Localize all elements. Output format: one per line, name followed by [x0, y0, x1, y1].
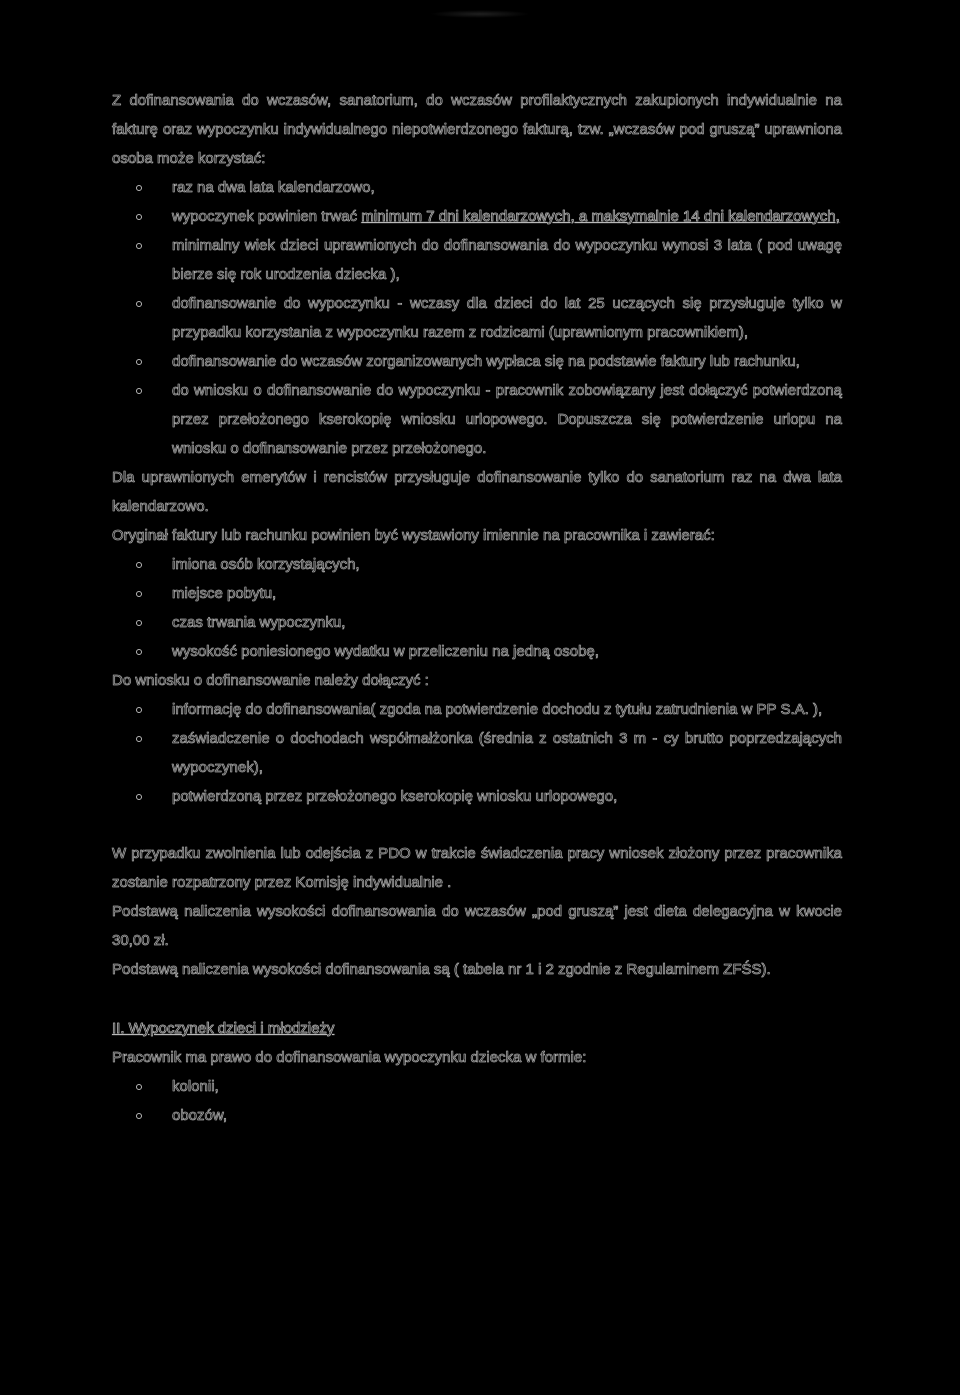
- list-item: [112, 579, 842, 608]
- bullet-icon: [136, 591, 142, 597]
- section-heading: [112, 1014, 842, 1043]
- list-item-text: miejsce pobytu,: [172, 585, 277, 602]
- bullet-icon: [136, 1084, 142, 1090]
- basis-tables-paragraph: Podstawą naliczenia wysokości dofinansowania są ( tabela nr 1 i 2 zgodnie z Regulaminem ZFŚS).: [112, 961, 771, 978]
- list-item: [112, 695, 842, 724]
- list-item-text: wypoczynek powinien trwać: [172, 208, 362, 225]
- list-item-text: do wniosku o dofinansowanie do wypoczynku - pracownik zobowiązany jest dołączyć potwierdzoną przez przełożonego kserokopię wniosku urlopowego. Dopuszcza się potwierdzenie urlopu na wniosku o dofinansowanie przez przełożonego.: [172, 382, 842, 457]
- list-item: [112, 637, 842, 666]
- underlined-duration-text: minimum 7 dni kalendarzowych, a maksymalnie 14 dni kalendarzowych,: [361, 208, 840, 225]
- list-item: [112, 289, 842, 347]
- section-heading-text: II. Wypoczynek dzieci i młodzieży: [112, 1020, 335, 1037]
- bullet-icon: [136, 794, 142, 800]
- retirees-paragraph: Dla uprawnionych emerytów i rencistów przysługuje dofinansowanie tylko do sanatorium raz na dwa lata kalendarzowo.: [112, 469, 842, 515]
- bullet-icon: [136, 649, 142, 655]
- children-forms-list: [112, 1072, 842, 1130]
- list-item-text: dofinansowanie do wczasów zorganizowanych wypłaca się na podstawie faktury lub rachunku,: [172, 353, 800, 370]
- bullet-icon: [136, 301, 142, 307]
- bullet-icon: [136, 620, 142, 626]
- bullet-icon: [136, 1113, 142, 1119]
- attachments-list: [112, 695, 842, 811]
- list-item: [112, 347, 842, 376]
- invoice-requirements-list: [112, 550, 842, 666]
- dismissal-paragraph: W przypadku zwolnienia lub odejścia z PDO w trakcie świadczenia pracy wniosek złożony przez pracownika zostanie rozpatrzony przez Komisję indywidualnie .: [112, 845, 842, 891]
- list-item-text: raz na dwa lata kalendarzowo,: [172, 179, 375, 196]
- list-item-text: dofinansowanie do wypoczynku - wczasy dla dzieci do lat 25 uczących się przysługuje tylko w przypadku korzystania z wypoczynku razem z rodzicami (uprawnionym pracownikiem),: [172, 295, 842, 341]
- list-item-text: obozów,: [172, 1107, 228, 1124]
- basis-diet-paragraph: Podstawą naliczenia wysokości dofinansowania do wczasów „pod gruszą” jest dieta delegacyjna w kwocie 30,00 zł.: [112, 903, 842, 949]
- list-item: [112, 724, 842, 782]
- invoice-intro-paragraph: Oryginał faktury lub rachunku powinien być wystawiony imiennie na pracownika i zawierać:: [112, 527, 715, 544]
- attachments-intro-paragraph: Do wniosku o dofinansowanie należy dołączyć :: [112, 672, 429, 689]
- bullet-icon: [136, 707, 142, 713]
- bullet-icon: [136, 388, 142, 394]
- bullet-icon: [136, 562, 142, 568]
- list-item-text: minimalny wiek dzieci uprawnionych do dofinansowania do wypoczynku wynosi 3 lata ( pod uwagę bierze się rok urodzenia dziecka ),: [172, 237, 842, 283]
- bullet-icon: [136, 243, 142, 249]
- list-item-text: potwierdzoną przez przełożonego kserokopię wniosku urlopowego,: [172, 788, 618, 805]
- list-item: [112, 550, 842, 579]
- list-item: [112, 1101, 842, 1130]
- list-item-text: kolonii,: [172, 1078, 219, 1095]
- children-intro-paragraph: Pracownik ma prawo do dofinansowania wypoczynku dziecka w formie:: [112, 1049, 587, 1066]
- bullet-icon: [136, 214, 142, 220]
- list-item: [112, 173, 842, 202]
- list-item: [112, 1072, 842, 1101]
- intro-paragraph: Z dofinansowania do wczasów, sanatorium, do wczasów profilaktycznych zakupionych indywidualnie na fakturę oraz wypoczynku indywidualnego niepotwierdzonego fakturą, tzw. „wczasów pod gruszą” uprawniona osoba może korzystać:: [112, 92, 842, 167]
- list-item: [112, 782, 842, 811]
- list-item-text: wysokość poniesionego wydatku w przeliczeniu na jedną osobę,: [172, 643, 599, 660]
- list-item-text: zaświadczenie o dochodach współmałżonka (średnia z ostatnich 3 m - cy brutto poprzedzających wypoczynek),: [172, 730, 842, 776]
- list-item-text: czas trwania wypoczynku,: [172, 614, 346, 631]
- list-item: [112, 202, 842, 231]
- list-item: [112, 376, 842, 463]
- bullet-icon: [136, 736, 142, 742]
- eligibility-rules-list: [112, 173, 842, 463]
- list-item: [112, 231, 842, 289]
- bullet-icon: [136, 185, 142, 191]
- list-item-text: imiona osób korzystających,: [172, 556, 360, 573]
- bullet-icon: [136, 359, 142, 365]
- list-item-text: informację do dofinansowania( zgoda na potwierdzenie dochodu z tytułu zatrudnienia w PP S.A. ),: [172, 701, 823, 718]
- scan-artifact: [430, 10, 530, 18]
- document-body: [112, 86, 842, 1130]
- list-item: [112, 608, 842, 637]
